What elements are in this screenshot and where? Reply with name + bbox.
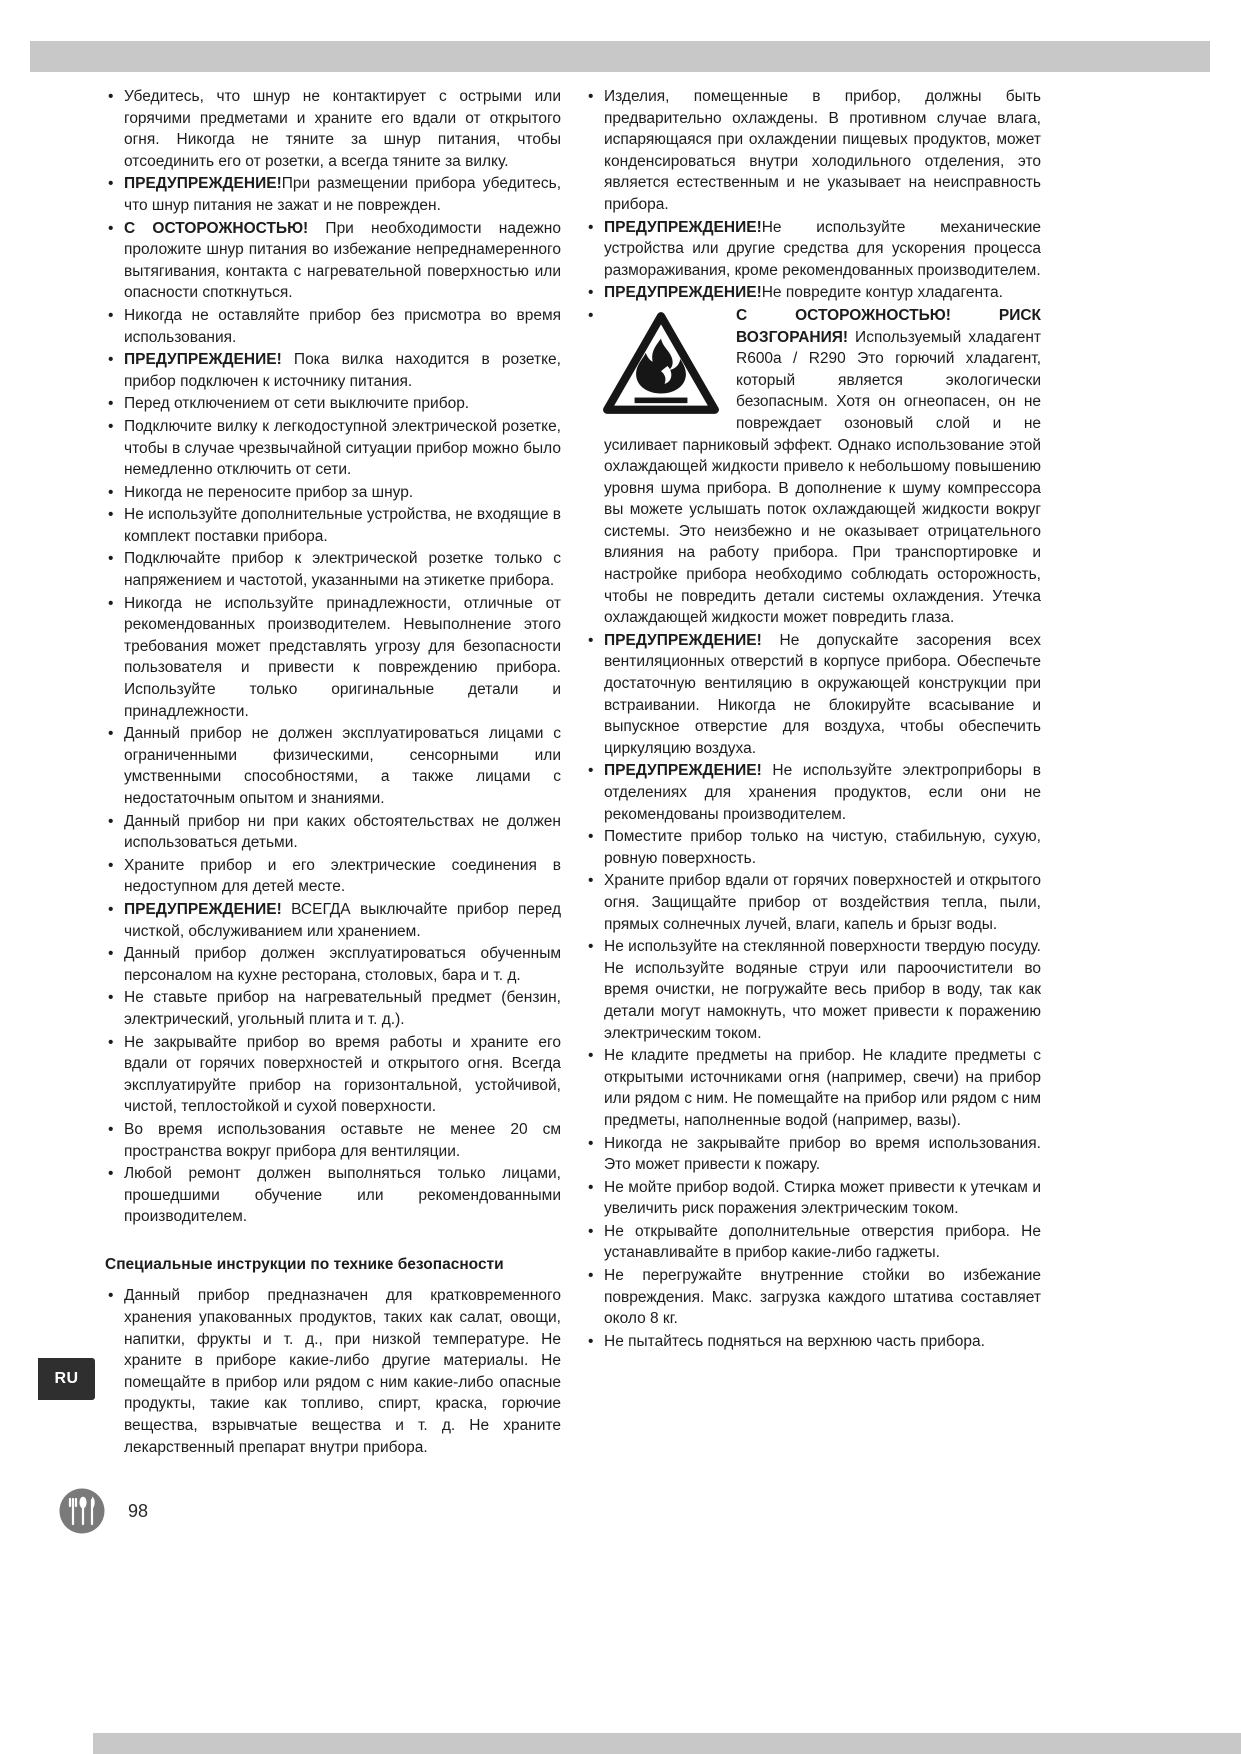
bullet-item: • С ОСТОРОЖНОСТЬЮ! РИСК ВОЗГОРАНИЯ! Используемый хладагент R600a / R290 Это горючий хладагент, который является экологически безопасным. Хотя он огнеопасен, он не повреждает озоновый слой и не усиливает парниковый эффект. Однако использование этой охлаждающей жидкости привело к небольшому повышению уровня шума прибора. В дополнение к шуму компрессора вы можете услышать поток охлаждающей жидкости вокруг системы. Это неизбежно и не оказывает отрицательного влияния на работу прибора. При транспортировке и настройке прибора необходимо соблюдать осторожность, чтобы не повредить детали системы охлаждения. Утечка охлаждающей жидкости может повредить глаза. <box>585 305 1041 629</box>
bullet-item: • Не используйте дополнительные устройства, не входящие в комплект поставки прибора. <box>105 504 561 547</box>
bullet-item: • Никогда не закрывайте прибор во время использования. Это может привести к пожару. <box>585 1133 1041 1176</box>
bullet-item: • Подключите вилку к легкодоступной электрической розетке, чтобы в случае чрезвычайной ситуации прибор можно было немедленно отключить от сети. <box>105 416 561 481</box>
bullet-item: • ПРЕДУПРЕЖДЕНИЕ! Пока вилка находится в розетке, прибор подключен к источнику питания. <box>105 349 561 392</box>
fire-hazard-warning-icon <box>600 309 722 419</box>
bullet-item: • Не закрывайте прибор во время работы и храните его вдали от горячих поверхностей и открытого огня. Всегда эксплуатируйте прибор на горизонтальной, устойчивой, чистой, теплостойкой и сухой поверхности. <box>105 1032 561 1118</box>
bullet-item: • Поместите прибор только на чистую, стабильную, сухую, ровную поверхность. <box>585 826 1041 869</box>
bullet-item: • Данный прибор ни при каких обстоятельствах не должен использоваться детьми. <box>105 811 561 854</box>
language-tab <box>38 1358 95 1400</box>
bullet-item: • С ОСТОРОЖНОСТЬЮ! При необходимости надежно проложите шнур питания во избежание непреднамеренного вытягивания, контакта с нагревательной поверхностью или опасности споткнуться. <box>105 218 561 304</box>
bullet-item: • Никогда не используйте принадлежности, отличные от рекомендованных производителем. Невыполнение этого требования может представлять угрозу для безопасности пользователя и привести к повреждению прибора. Используйте только оригинальные детали и принадлежности. <box>105 593 561 723</box>
bullet-item: • Храните прибор вдали от горячих поверхностей и открытого огня. Защищайте прибор от воздействия тепла, пыли, прямых солнечных лучей, влаги, капель и брызг воды. <box>585 870 1041 935</box>
warning-keyword: ПРЕДУПРЕЖДЕНИЕ! <box>604 284 762 302</box>
warning-keyword: ПРЕДУПРЕЖДЕНИЕ! <box>604 762 773 780</box>
bullet-item: • Не перегружайте внутренние стойки во избежание повреждения. Макс. загрузка каждого штатива составляет около 8 кг. <box>585 1265 1041 1330</box>
cutlery-logo-icon <box>58 1487 106 1535</box>
bullet-item: • Любой ремонт должен выполняться только лицами, прошедшими обучение или рекомендованными производителем. <box>105 1163 561 1228</box>
section-heading: Специальные инструкции по технике безопасности <box>105 1255 504 1273</box>
bullet-item: • ПРЕДУПРЕЖДЕНИЕ! Не допускайте засорения всех вентиляционных отверстий в корпусе прибора. Обеспечьте достаточную вентиляцию в окружающей конструкции при встраивании. Никогда не блокируйте всасывание и выпускное отверстие для воздуха, чтобы обеспечить циркуляцию воздуха. <box>585 630 1041 760</box>
scan-edge-bottom <box>93 1733 1241 1754</box>
bullet-item: • Никогда не переносите прибор за шнур. <box>105 482 561 504</box>
left-column <box>105 86 561 1459</box>
bullet-item: • Перед отключением от сети выключите прибор. <box>105 393 561 415</box>
warning-keyword: ПРЕДУПРЕЖДЕНИЕ! <box>124 351 294 369</box>
bullet-item: • Не используйте на стеклянной поверхности твердую посуду. Не используйте водяные струи или пароочистители во время очистки, не погружайте весь прибор в воду, так как детали могут намокнуть, что может привести к поражению электрическим током. <box>585 936 1041 1044</box>
warning-keyword: С ОСТОРОЖНОСТЬЮ! РИСК ВОЗГОРАНИЯ! <box>736 306 1041 346</box>
bullet-item: • Данный прибор предназначен для кратковременного хранения упакованных продуктов, таких как салат, овощи, напитки, фрукты и т. д., при низкой температуре. Не храните в приборе какие-либо другие материалы. Не помещайте в прибор или рядом с ним какие-либо опасные продукты, такие как топливо, спирт, краска, горючие вещества, взрывчатые вещества и т. д. Не храните лекарственный препарат внутри прибора. <box>105 1285 561 1458</box>
warning-keyword: ПРЕДУПРЕЖДЕНИЕ! <box>124 175 282 193</box>
bullet-item: • Храните прибор и его электрические соединения в недоступном для детей месте. <box>105 855 561 898</box>
safety-bullet-list-right <box>585 86 1041 1352</box>
bullet-item: • Изделия, помещенные в прибор, должны быть предварительно охлаждены. В противном случае влага, испаряющаяся при охлаждении пищевых продуктов, может конденсироваться внутри холодильного отделения, это является естественным и не указывает на неисправность прибора. <box>585 86 1041 216</box>
page-number: 98 <box>128 1500 149 1521</box>
bullet-item: • ПРЕДУПРЕЖДЕНИЕ!При размещении прибора убедитесь, что шнур питания не зажат и не поврежден. <box>105 173 561 216</box>
warning-keyword: ПРЕДУПРЕЖДЕНИЕ! <box>124 900 292 918</box>
bullet-item: • Не открывайте дополнительные отверстия прибора. Не устанавливайте в прибор какие-либо гаджеты. <box>585 1221 1041 1264</box>
bullet-item: • ПРЕДУПРЕЖДЕНИЕ! ВСЕГДА выключайте прибор перед чисткой, обслуживанием или хранением. <box>105 899 561 942</box>
bullet-item: • Не ставьте прибор на нагревательный предмет (бензин, электрический, угольный плита и т. д.). <box>105 987 561 1030</box>
page-footer <box>58 1487 148 1535</box>
scan-edge-top <box>30 41 1210 72</box>
bullet-item: • ПРЕДУПРЕЖДЕНИЕ! Не используйте электроприборы в отделениях для хранения продуктов, если они не рекомендованы производителем. <box>585 760 1041 825</box>
bullet-item: • Данный прибор должен эксплуатироваться обученным персоналом на кухне ресторана, столовых, бара и т. д. <box>105 943 561 986</box>
bullet-item: • Никогда не оставляйте прибор без присмотра во время использования. <box>105 305 561 348</box>
warning-keyword: С ОСТОРОЖНОСТЬЮ! <box>124 219 326 237</box>
bullet-item: • Данный прибор не должен эксплуатироваться лицами с ограниченными физическими, сенсорными или умственными способностями, а также лицами с недостаточным опытом и знаниями. <box>105 723 561 809</box>
bullet-item: • Не кладите предметы на прибор. Не кладите предметы с открытыми источниками огня (например, свечи) на прибор или рядом с ним. Не помещайте на прибор или рядом с ним предметы, наполненные водой (например, вазы). <box>585 1045 1041 1131</box>
bullet-item: • Во время использования оставьте не менее 20 см пространства вокруг прибора для вентиляции. <box>105 1119 561 1162</box>
warning-keyword: ПРЕДУПРЕЖДЕНИЕ! <box>604 631 780 649</box>
bullet-item: • ПРЕДУПРЕЖДЕНИЕ!Не повредите контур хладагента. <box>585 282 1041 304</box>
bullet-item: • Не пытайтесь подняться на верхнюю часть прибора. <box>585 1331 1041 1353</box>
safety-bullet-list-left <box>105 86 561 1228</box>
right-column <box>585 86 1041 1353</box>
special-instructions-list <box>105 1285 561 1458</box>
bullet-item: • Не мойте прибор водой. Стирка может привести к утечкам и увеличить риск поражения электрическим током. <box>585 1177 1041 1220</box>
warning-keyword: ПРЕДУПРЕЖДЕНИЕ! <box>604 218 762 236</box>
bullet-item: • Убедитесь, что шнур не контактирует с острыми или горячими предметами и храните его вдали от открытого огня. Никогда не тяните за шнур питания, чтобы отсоединить его от розетки, а всегда тяните за вилку. <box>105 86 561 172</box>
bullet-item: • ПРЕДУПРЕЖДЕНИЕ!Не используйте механические устройства или другие средства для ускорения процесса размораживания, кроме рекомендованных производителем. <box>585 217 1041 282</box>
bullet-item: • Подключайте прибор к электрической розетке только с напряжением и частотой, указанными на этикетке прибора. <box>105 548 561 591</box>
language-tab-label: RU <box>54 1370 79 1387</box>
